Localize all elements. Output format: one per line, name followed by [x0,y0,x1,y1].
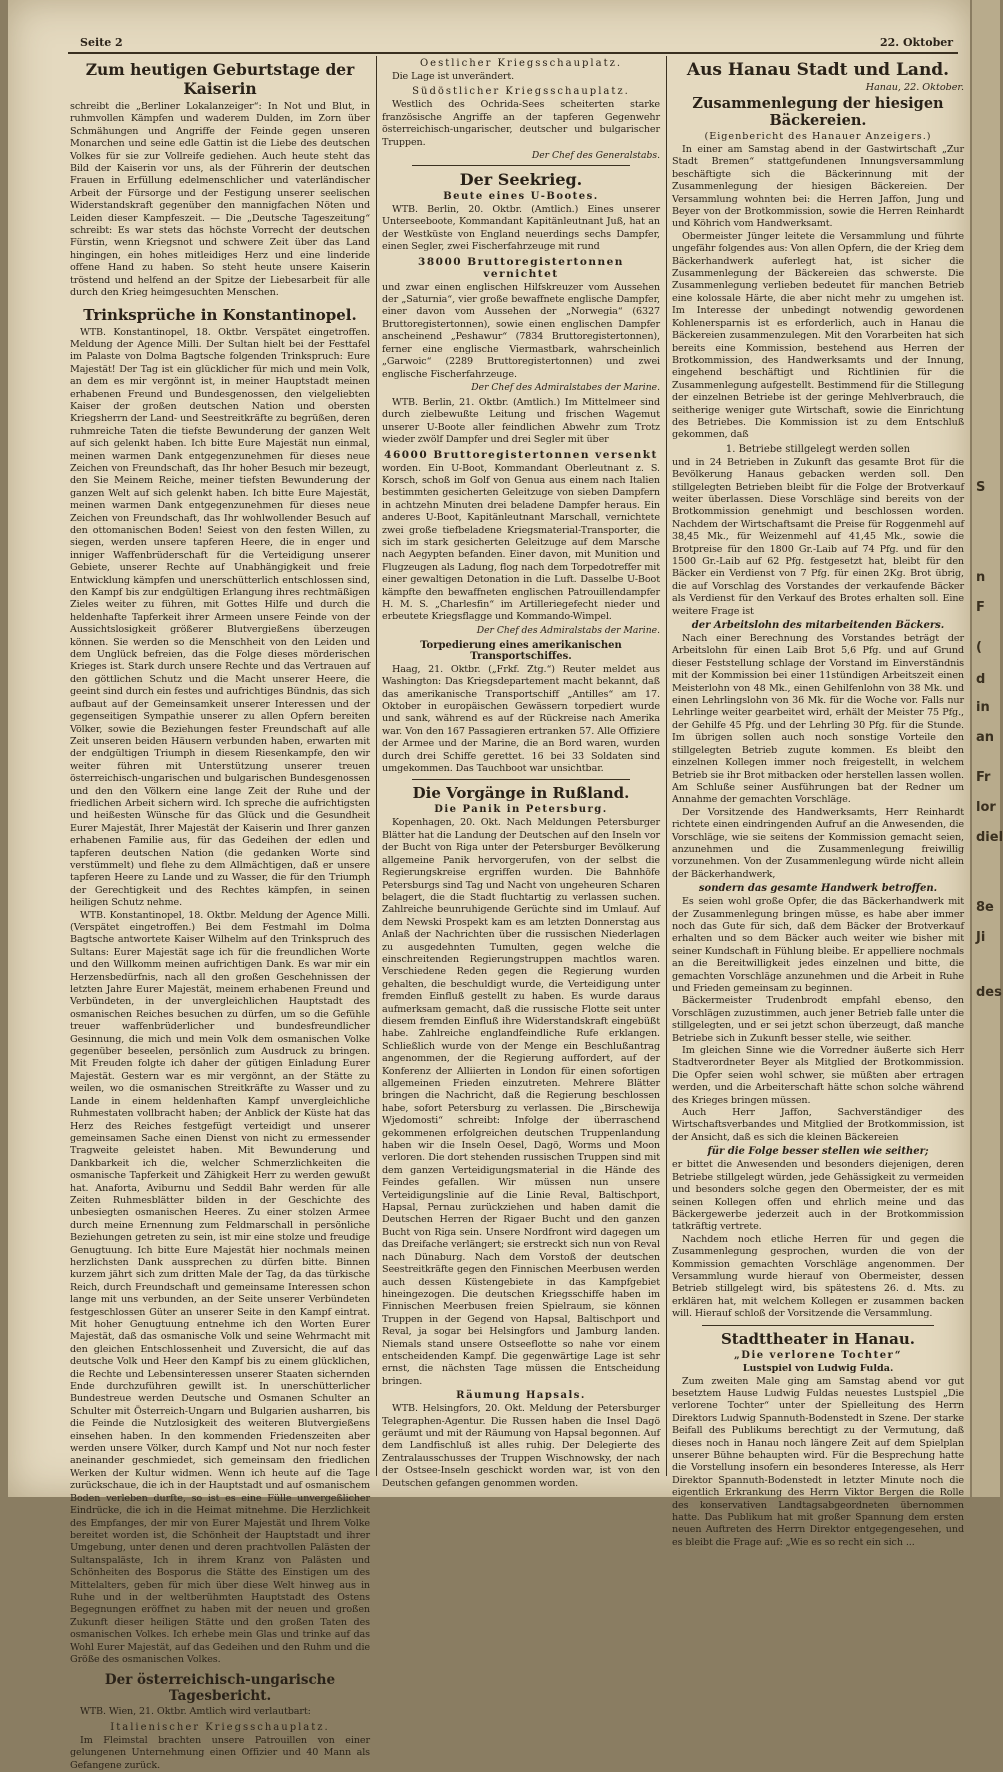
italian-front-text: Im Fleimstal brachten unsere Patrouillen von einer gelungenen Unternehmung einen Offizier und 40 Mann als Gefangene zurück. [70,1734,370,1771]
southeastern-front-text: Westlich des Ochrida-Sees scheiterten starke französische Angriffe an der tapferen Gegenwehr österreichisch-ungarischer, deutscher und bulgarischer Truppen. [382,99,660,148]
separator [412,165,630,166]
tonnage-highlight-2: 46000 Bruttoregistertonnen versenkt [384,448,658,461]
signature-general-staff: Der Chef des Generalstabs. [531,150,660,162]
separator [702,1325,934,1326]
vienna-dateline: WTB. Wien, 21. Oktbr. Amtlich wird verlautbart: [80,1706,311,1718]
section-italian-front: Italienischer Kriegsschauplatz. [110,1721,330,1733]
subheadline-panic-petersburg: Die Panik in Petersburg. [434,804,608,816]
article-kaiser-reply: WTB. Konstantinopel, 18. Oktbr. Meldung der Agence Milli. (Verspätet eingetroffen.) Bei dem Festmahl im Dolma Bagtsche antwortete Kaiser Wilhelm auf den Trinkspruch des Sultans: Eurer Majestät sage ich für die freundlichen Worte und den Willkomm meinen aufrichtigen Dank. Es war mir ein Herzensbedürfnis, nach all den großen Geschehnissen der letzten Jahre Eurer Majestät, meinem erhabenen Freund und Verbündeten, in der unvergleichlichen Hauptstadt des osmanischen Reiches besuchen zu dürfen, um so die Gefühle treuer waffenbrüderlicher und bundesfreundlicher Gesinnung, die mich und mein Volk dem osmanischen Volke gegenüber beseelen, persönlich zum Ausdruck zu bringen. Mit Freuden folgte ich daher der gütigen Einladung Eurer Majestät. Gestern war es mir vergönnt, an der Stätte zu weilen, wo die osmanischen Streitkräfte zu Wasser und zu Lande in einem heldenhaften Kampf unvergleichliche Ruhmestaten vollbracht haben; der Anblick der Küste hat das Herz des Reiches festgefügt verteidigt und unserer gemeinsamen Sache einen Dienst von nicht zu ermessender Tragweite geleistet haben. Mit Bewunderung und Dankbarkeit ich die, welcher Schmerzlichkeiten die osmanische Tapferkeit und Zähigkeit Herr zu werden gewußt hat. Anaforta, Aviburnu und Seddil Bahr werden für alle Zeiten Ruhmesblätter bilden in der Geschichte des unbesiegten osmanischen Heeres. Zu einer stolzen Armee durch meine Ernennung zum Feldmarschall in persönliche Beziehungen getreten zu sein, ist mir eine stolze und freudige Genugtuung. Ich bitte Eure Majestät hier nochmals meinen herzlichsten Dank aussprechen zu dürfen bitte. Binnen kurzem jährt sich zum dritten Male der Tag, da das türkische Reich, durch Freundschaft und gemeinsame Interessen schon lange mit uns verbunden, an der Seite unserer Verbündeten festgeschlossen Güter an unserer Seite in den Kampf eintrat. Mit hoher Genugtuung entnehme ich den Worten Eurer Majestät, daß das osmanische Volk und seine Wehrmacht mit den gleichen Entschlossenheit und Zuversicht, die auf das deutsche Volk und Heer den Kampf bis zu einem glücklichen, die Rechte und Lebensinteressen unserer Staaten sichernden Ende durchzuführen gewillt ist. In unerschütterlicher Bundestreue werden Deutsche und Osmanen Schulter an Schulter mit Österreich-Ungarn und Bulgarien ausharren, bis die Feinde die Nutzlosigkeit des weiteren Blutvergießens einsehen haben. In den kommenden Friedenszeiten aber werden unsere Völker, durch Kampf und Not nur noch fester aneinander geschmiedet, sich gemeinsam den friedlichen Werken der Kultur widmen. Wenn ich heute auf die Tage zurückschaue, die ich in der Hauptstadt und auf osmanischem Boden verleben durfte, so ist es eine Fülle unvergeßlicher Eindrücke, die ich in die Heimat mitnehme. Die Herzlichkeit des Empfanges, der mir von Eurer Majestät und Ihrem Volke bereitet worden ist, die Schönheit der Hauptstadt und ihrer Umgebung, unter denen und deren prachtvollen Palästen der Sultanspaläste, Ich in ihrem Kranz von Palästen und Schönheiten des Bosporus die Stätte des Einstigen um des Mittelalters, geben für mich über diese Welt hinweg aus in Ruhe und in der weltberühmten Hauptstadt des Ostens Begegnungen eröffnet zu haben mit der neuen und großen Zukunft dieser heiligen Stätte und den großen Taten des osmanischen Volkes. Ich erhebe mein Glas und trinke auf das Wohl Eurer Majestät, auf das Gedeihen und den Ruhm und die Größe des osmanischen Volkes. [70,909,370,1665]
column-3 [672,58,964,1548]
section-wages: der Arbeitslohn des mitarbeitenden Bäckers. [691,620,945,632]
bakeries-p10: er bittet die Anwesenden und besonders diejenigen, deren Betriebe stillgelegt würden, jede Gehässigkeit zu vermeiden und besonders solche gegen den Obermeister, der es mit seinen Kollegen offen und ehrlich meine und das Bäckergewerbe jederzeit auch in der Brotkommission tatkräftig vertrete. [672,1159,964,1233]
section-eastern-front: Oestlicher Kriegsschauplatz. [419,58,623,69]
bakeries-item-1: 1. Betriebe stillgelegt werden sollen [725,443,911,455]
hapsal-text: WTB. Helsingfors, 20. Okt. Meldung der Petersburger Telegraphen-Agentur. Die Russen haben die Insel Dagö geräumt und mit der Räumung von Hapsal begonnen. Auf dem Landfischluß ist alles ruhig. Der Delegierte des Zentralausschusses der Truppen Wischnowsky, der nach der Ostsee-Inseln geschickt worden war, ist von den Deutschen gefangen genommen worden. [382,1403,660,1489]
bakeries-p7: Bäckermeister Trudenbrodt empfahl ebenso, den Vorschlägen zuzustimmen, auch jener Betrieb falle unter die stillgelegten, und er sei jetzt schon überzeugt, daß manche Betriebe sich in Zukunft besser stelle, wie seither. [672,995,964,1044]
bakeries-p11: Nachdem noch etliche Herren für und gegen die Zusammenlegung gesprochen, wurden die von der Kommission gemachten Vorschläge angenommen. Der Versammlung wurde hierauf von Obermeister, dessen Betrieb stillgelegt wird, bis spätestens 26. d. Mts. zu erklären hat, mit welchem Kollegen er zusammen backen will. Hierauf schloß der Vorsitzende die Versammlung. [672,1233,964,1320]
newspaper-page [8,0,970,1771]
signature-admiralty-1: Der Chef des Admiralstabes der Marine. [471,381,660,393]
theater-review: Zum zweiten Male ging am Samstag abend vor gut besetztem Hause Ludwig Fuldas neuestes Lustspiel „Die verlorene Tochter“ unter der Spielleitung des Herrn Direktors Ludwig Spannuth-Bodenstedt in Szene. Der starke Beifall des Publikums berechtigt zu der Vermutung, daß dieses noch in Hanau noch längere Zeit auf dem Spielplan unserer Bühne behaupten wird. Für die Besprechung hatte die Vorstellung insofern ein besonderes Interesse, als Herr Direktor Spannuth-Bodenstedt in letzter Minute noch die eigentlich Erkrankung des Herrn Viktor Bergen die Rolle des konservativen Landtagsabgeordneten übernommen hatte. Das Publikum hat mit großer Spannung dem ersten neuen Auftreten des Herrn Direktor entgegengesehen, und es bleibt die Frage auf: „Wie es so recht ein sich ... [672,1375,964,1548]
edge-fragment: 8e [976,900,994,915]
edge-fragment: an [976,730,995,745]
bakeries-p4: Nach einer Berechnung des Vorstandes beträgt der Arbeitslohn für einen Laib Brot 5,6 Pfg. und auf Grund dieser Feststellung schlage der Vorstand im Einverständnis mit der Kommission bei einer 11stündigen Arbeitszeit einen Meisterlohn von 48 Mk., einen Gehilfenlohn von 38 Mk. und einen Lehrlingslohn von 36 Mk. für die Woche vor. Falls nur Lehrlinge weiter gearbeitet wird, erhält der Meister 75 Pfg., der Gehilfe 45 Pfg. und der Lehrling 30 Pfg. für die Stunde. Im übrigen sollen auch noch sonstige Vorteile den stillgelegten Betrieb zugute kommen. Es bleibt den einzelnen Kollegen immer noch freigestellt, in welchem Betrieb sie ihr Brot mitbacken oder herstellen lassen wollen. Am Schluße seiner Ausführungen bat der Redner um Annahme der gemachten Vorschläge. [672,633,964,806]
edge-fragment: des [976,985,1002,1000]
edge-fragment: n [976,570,986,585]
headline-birthday: Zum heutigen Geburtstage der Kaiserin [85,60,355,98]
section-southeastern-front: Südöstlicher Kriegsschauplatz. [412,86,630,98]
bakeries-p6: Es seien wohl große Opfer, die das Bäckerhandwerk mit der Zusammenlegung bringen müsse, es habe aber immer noch das Gute für sich, daß dem Bäcker der Brotverkauf erhalten und so dem Bäcker auch weiter wie bisher mit seiner Kundschaft in Fühlung bleibe. Er appelliere nochmals an die Bereitwilligkeit jedes einzelnen und bitte, die gemachten Vorschläge anzunehmen und die Arbeit in Ruhe und Frieden gemeinsam zu beginnen. [672,896,964,994]
headline-russia: Die Vorgänge in Rußland. [412,784,630,803]
column-divider-2 [666,56,667,1476]
torpedo-transport-text: Haag, 21. Oktbr. („Frkf. Ztg.“) Reuter meldet aus Washington: Das Kriegsdepartement macht bekannt, daß das amerikanische Transportschiff „Antilles“ am 17. Oktober in europäischen Gewässern torpediert wurde und sank, während es auf der Rückreise nach Amerika war. Von den 167 Passagieren ertranken 57. Alle Offiziere der Armee und der Marine, die an Bord waren, wurden durch drei Schiffe gerettet. 16 bei 33 Soldaten sind umgekommen. Das Tauchboot war unsichtbar. [382,663,660,775]
adjacent-page-edge [972,0,1003,1497]
edge-fragment: ( [976,640,982,655]
headline-toasts: Trinksprüche in Konstantinopel. [83,305,357,324]
headline-bakeries: Zusammenlegung der hiesigen Bäckereien. [692,95,944,129]
edge-fragment: diel [976,830,1003,845]
edge-fragment: S [976,480,986,495]
signature-admiralty-2: Der Chef des Admiralstabs der Marine. [476,624,660,636]
edge-fragment: F [976,600,985,615]
section-better-off: für die Folge besser stellen wie seither; [707,1146,929,1158]
bakeries-p3: und in 24 Betrieben in Zukunft das gesamte Brot für die Bevölkerung Hanaus gebacken werden soll. Den stillgelegten Betrieben bleibt für die Folge der Brotverkauf weiter überlassen. Diese Vorschläge sind bereits von der Brotkommission genehmigt und beschlossen worden. Nachdem der Wirtschaftsamt die Preise für Roggenmehl auf 38,45 Mk., für Weizenmehl auf 41,45 Mk., sowie die Brotpreise für den 1800 Gr.-Laib auf 74 Pfg. und für den 1500 Gr.-Laib auf 62 Pfg. festgesetzt hat, bleibt für den Bäcker ein Verdienst von 7 Pfg. für einen 2Kg. Brot übrig, die auf Vorschlag des Vorstandes der verkaufende Bäcker als Verdienst für den Verkauf des Brotes erhalten soll. Eine weitere Frage ist [672,456,964,617]
column-divider-1 [376,56,377,1476]
uboat-report-2: WTB. Berlin, 21. Oktbr. (Amtlich.) Im Mittelmeer sind durch zielbewußte Leitung und frischen Wagemut unserer U-Boote aller feindlichen Abwehr zum Trotz wieder zwölf Dampfer und drei Segler mit über [382,396,660,446]
uboat-report-2-cont: worden. Ein U-Boot, Kommandant Oberleutnant z. S. Korsch, schoß im Golf von Genua aus einem nach Italien bestimmten gesicherten Geleitzuge von sieben Dampfern in achtzehn Minuten drei beladene Dampfer heraus. Ein anderes U-Boot, Kapitänleutnant Marschall, vernichtete zwei große tiefbeladene Kriegsmaterial-Transporter, die sich im stark gesicherten Geleitzuge auf dem Marsche nach Aegypten befanden. Einer davon, mit Munition und Flugzeugen als Ladung, flog nach dem Torpedotreffer mit einer gewaltigen Detonation in die Luft. Dasselbe U-Boot kämpfte den bewaffneten englischen Patrouillendampfer H. M. S. „Charlesfin“ im Artilleriegefecht nieder und erbeutete Kriegsflagge und Kommando-Wimpel. [382,462,660,623]
theater-play-author: Lustspiel von Ludwig Fulda. [742,1362,894,1374]
headline-naval-war: Der Seekrieg. [459,170,583,190]
article-birthday-text: schreibt die „Berliner Lokalanzeiger“: In Not und Blut, in ruhmvollen Kämpfen und waderem Dulden, im Zorn über Schmähungen und Angriffe der Feinde gegen unseren Monarchen und seine edle Gattin ist die Liebe des deutschen Volkes für sie zur Vollreife gediehen. Auch heute steht das Bild der Kaiserin vor uns, als der Führerin der deutschen Frauen in Erfüllung edelmenschlicher und vaterländischer Arbeit der Fürsorge und der Festigung unserer seelischen Widerstandskraft gegenüber den mannigfachen Nöten und Leiden dieser Kampfeszeit. — Die „Deutsche Tageszeitung“ schreibt: Es war stets das höchste Vorrecht der deutschen Fürstin, wenn Kriegsnot und schwere Zeit über das Land hingingen, ein hohes mitleidiges Herz und eine linderide offene Hand zu haben. So steht heute unsere Kaiserin tröstend und helfend an der Spitze der Liebesarbeit für alle durch den Krieg heimgesuchten Menschen. [70,101,370,299]
uboat-report-1-cont: und zwar einen englischen Hilfskreuzer vom Aussehen der „Saturnia“, vier große bewaffnete englische Dampfer, einer davon vom Aussehen der „Norwegia“ (6327 Bruttoregistertonnen), sowie einen englischen Dampfer anscheinend „Peshawur“ (7834 Bruttoregistertonnen), ferner eine englische Viermastbark, wahrscheinlich „Garwoic“ (2289 Bruttoregistertonnen) und zwei englische Fischerfahrzeuge. [382,281,660,380]
edge-fragment: d [976,672,986,687]
page-date: 22. Oktober [880,36,954,49]
headline-austrian-report: Der österreichisch-ungarische Tagesbericht. [104,1672,336,1705]
column-1 [70,58,370,1771]
subheadline-hapsal: Räumung Hapsals. [456,1390,586,1402]
article-sultan-toast: WTB. Konstantinopel, 18. Oktbr. Verspätet eingetroffen. Meldung der Agence Milli. Der Sultan hielt bei der Festtafel im Palaste von Dolma Bagtsche folgenden Trinkspruch: Eure Majestät! Der Tag ist ein glücklicher für mich und mein Volk, an dem es mir vergönnt ist, in meiner Hauptstadt meinen erhabenen Freund und Bundesgenossen, den vielgeliebten Kaiser der großen deutschen Nation und obersten Kriegsherrn der Land- und Seestreitkräfte zu begrüßen, deren ruhmreiche Taten die tiefste Bewunderung der ganzen Welt auf sich gelenkt haben. Ich bitte Eure Majestät nun einmal, meinen warmen Dank entgegenzunehmen für dieses neue Zeichen von Freundschaft, das Ihr hoher Besuch mir bezeugt, den Sie Meinem Reiche, meiner tiefsten Bewunderung der ganzen Welt auf sich gelenkt haben. Ich bitte Eure Majestät, meinen warmen Dank entgegenzunehmen für dieses neue Zeichen von Freundschaft, das Ihr wohlwollender Besuch auf den ottomanischen Boden! Seiest von den festen Willen, zu siegen, werden unsere tapferen Heere, die in enger und inniger Waffenbrüderschaft für die Verteidigung unserer Gebiete, unserer Rechte auf Unabhängigkeit und freie Entwicklung kämpfen und unerschütterlich entschlossen sind, den Kampf bis zur endgültigen Erlangung ihres rechtmäßigen Zieles weiter zu führen, mit Gottes Hilfe und durch die heldenhafte Tapferkeit ihrer Armeen unsere Feinde von der Aussichtslosigkeit größerer Blutvergießens überzeugen können. Sie werden so die Menschheit von den Leiden und dem Unglück befreien, das die Folge dieses mörderischen Krieges ist. Stark durch unsere Rechte und das Vertrauen auf den göttlichen Schutz und die Macht unserer Heere, die geeint sind durch ein festes und aufrichtiges Bündnis, das sich aufbaut auf der Gemeinsamkeit unserer Interessen und der gegenseitigen Sympathie unserer zu allen Opfern bereiten Völker, sowie die Beziehungen fester Freundschaft auf alle Zeit unseren beiden Häusern verbunden haben, erwarten mit der endgültigen Triumph in diesem Riesenkampfe, den wir weiter führen mit Unterstützung unserer treuen österreichisch-ungarischen und bulgarischen Bundesgenossen und den den Völkern eine lange Zeit der Ruhe und der friedlichen Arbeit sichern wird. Ich spreche die aufrichtigsten und heißesten Wünsche für das Glück und die Gesundheit Eurer Majestät, Ihrer Majestät der Kaiserin und Ihrer ganzen erhabenen Familie aus, für das Gedeihen der edlen und tapferen deutschen Nation (die gedanken Worte sind verstümmelt) und flehe zu dem Allmächtigen, daß er unsere tapferen Heere zu Lande und zu Wasser, die für den Triumph der Gerechtigkeit und des Rechtes kämpfen, in seinen heiligen Schutz nehme. [70,326,370,909]
bakeries-p5: Der Vorsitzende des Handwerksamts, Herr Reinhardt richtete einen eindringenden Aufruf an die Anwesenden, die Vorschläge, wie sie seitens der Kommission gemacht seien, anzunehmen und die Zusammenlegung freiwillig vorzunehmen. Von der Zusammenlegung würde nicht allein der Bäckerhandwerk, [672,806,964,880]
hanau-dateline: Hanau, 22. Oktober. [865,82,964,93]
header-rule [68,52,958,54]
edge-fragment: Fr [976,770,991,785]
column-2 [382,58,660,1489]
eastern-front-text: Die Lage ist unverändert. [392,71,515,82]
bakeries-p2: Obermeister Jünger leitete die Versammlung und führte ungefähr folgendes aus: Von allen Opfern, die der Krieg dem Bäckerhandwerk auferlegt hat, ist sicher die Zusammenlegung der Bäckereien das schwerste. Die Zusammenlegung verlieben bedeutet für manchen Betrieb eine kolossale Härte, die aber nicht mehr zu umgehen ist. Im Interesse der unbedingt notwendig gewordenen Kohlenersparnis ist es erforderlich, auch in Hanau die Bäckereien zusammenzulegen. Mit den Vorarbeiten hat sich bereits eine Kommission, bestehend aus Herren der Brotkommission, des Handwerksamts und der Innung, eingehend beschäftigt und Richtlinien für die Zusammenlegung aufgestellt. Bestimmend für die Stillegung der einzelnen Betriebe ist der geringe Mehlverbrauch, die seitherige weniger gute Wirtschaft, sowie die Einrichtung des Betriebes. Die Kommission ist zu dem Entschluß gekommen, daß [672,230,964,441]
edge-fragment: lor [976,800,996,815]
theater-play-title: „Die verlorene Tochter“ [734,1349,902,1361]
uboat-report-1: WTB. Berlin, 20. Oktbr. (Amtlich.) Eines unserer Unterseeboote, Kommandant Kapitänleutnant Juß, hat an der Westküste von England neuerdings sechs Dampfer, einen Segler, zwei Fischerfahrzeuge mit rund [382,204,660,253]
edge-fragment: in [976,700,990,715]
bakeries-p9: Auch Herr Jaffon, Sachverständiger des Wirtschaftsverbandes und Mitglied der Brotkommission, ist der Ansicht, daß es sich die kleinen Bäckereien [672,1107,964,1143]
byline-own-report: (Eigenbericht des Hanauer Anzeigers.) [704,131,932,142]
edge-fragment: Ji [976,930,986,945]
headline-theater: Stadttheater in Hanau. [720,1329,916,1348]
tonnage-highlight-1: 38000 Bruttoregistertonnen vernichtet [418,255,624,280]
headline-hanau: Aus Hanau Stadt und Land. [686,60,950,80]
bakeries-p1: In einer am Samstag abend in der Gastwirtschaft „Zur Stadt Bremen“ stattgefundenen Innungsversammlung beschäftigte sich die Bäckerinnung mit der Zusammenlegung der hiesigen Bäckereien. Der Versammlung wohnten bei: die Herren Jaffon, Jung und Beyer von der Brotkommission, sowie die Herren Reinhardt und Köhrich vom Handwerksamt. [672,144,964,230]
page-number: Seite 2 [80,36,123,49]
subheadline-uboat-booty: Beute eines U-Bootes. [443,191,599,203]
panic-petersburg-text: Kopenhagen, 20. Okt. Nach Meldungen Petersburger Blätter hat die Landung der Deutschen auf den Inseln vor der Bucht von Riga unter der Petersburger Bevölkerung allgemeine Panik hervorgerufen, von der selbst die Regierungskreise ergriffen wurden. Die Bahnhöfe Petersburgs sind Tag und Nacht von ungeheuren Scharen belagert, die die Stadt fluchtartig zu verlassen suchen. Zahlreiche beunruhigende Gerüchte sind im Umlauf. Auf dem Newski Prospekt kam es am letzten Donnerstag aus Anlaß der Nachrichten über die russischen Niederlagen zu ausgedehnten Tumulten, gegen welche die einschreitenden Regierungstruppen machtlos waren. Verschiedene Reden gegen die Regierung wurden gehalten, die beschuldigt wurde, die Verteidigung unter fremden Einfluß gestellt zu haben. Es wurde daraus aufmerksam gemacht, daß die russische Flotte seit unter diesem fremden Einfluß ihre Widerstandskraft eingebüßt habe. Zahlreiche englandfeindliche Rufe erklangen. Schließlich wurde von der Menge ein Beschlußantrag angenommen, der die Regierung auffordert, auf der Konferenz der Alliierten in London für einen sofortigen allgemeinen Frieden einzutreten. Mehrere Blätter bringen die Nachricht, daß die Regierung beschlossen habe, sofort Petersburg zu verlassen. Die „Birschewija Wjedomosti“ schreibt: Infolge der überraschend gekommenen erfolgreichen deutschen Truppenlandung haben wir die Inseln Oesel, Dagö, Worms und Moon verloren. Die dort stehenden russischen Truppen sind mit dem ganzen Verteidigungsmaterial in die Hände des Feindes gefallen. Wir müssen nun unsere Verteidigungslinie auf die Linie Reval, Baltischport, Hapsal, Pernau zurückziehen und haben damit die Deutschen Herren der Rigaer Bucht und den ganzen Bucht von Riga sein. Unsere Nordfront wird dagegen um das Dreifache verlängert; sie erstreckt sich nun von Reval nach Dünaburg. Nach dem Vorstoß der deutschen Seestreitkräfte gegen den Finnischen Meerbusen werden auch dessen Küstengebiete in das Kampfgebiet hineingezogen. Die deutschen Kriegsschiffe haben im Finnischen Meerbusen freien Spielraum, sie können Truppen in der Gegend von Hapsal, Baltischport und Reval, ja sogar bei Helsingfors und Jamburg landen. Niemals stand unsere Ostseeflotte so nahe vor einem entscheidenden Kampf. Die gegenwärtige Lage ist sehr ernst, die nächsten Tage müssen die Entscheidung bringen. [382,817,660,1387]
section-whole-trade: sondern das gesamte Handwerk betroffen. [698,883,938,895]
subheadline-torpedo-transport: Torpedierung eines amerikanischen Transportschiffes. [420,639,622,662]
bakeries-p8: Im gleichen Sinne wie die Vorredner äußerte sich Herr Stadtverordneter Beyer als Mitglied der Brotkommission. Die Opfer seien wohl schwer, sie müßten aber ertragen werden, und die Arbeiterschaft hätte schon solche während des Krieges bringen müssen. [672,1045,964,1106]
separator [412,779,630,780]
